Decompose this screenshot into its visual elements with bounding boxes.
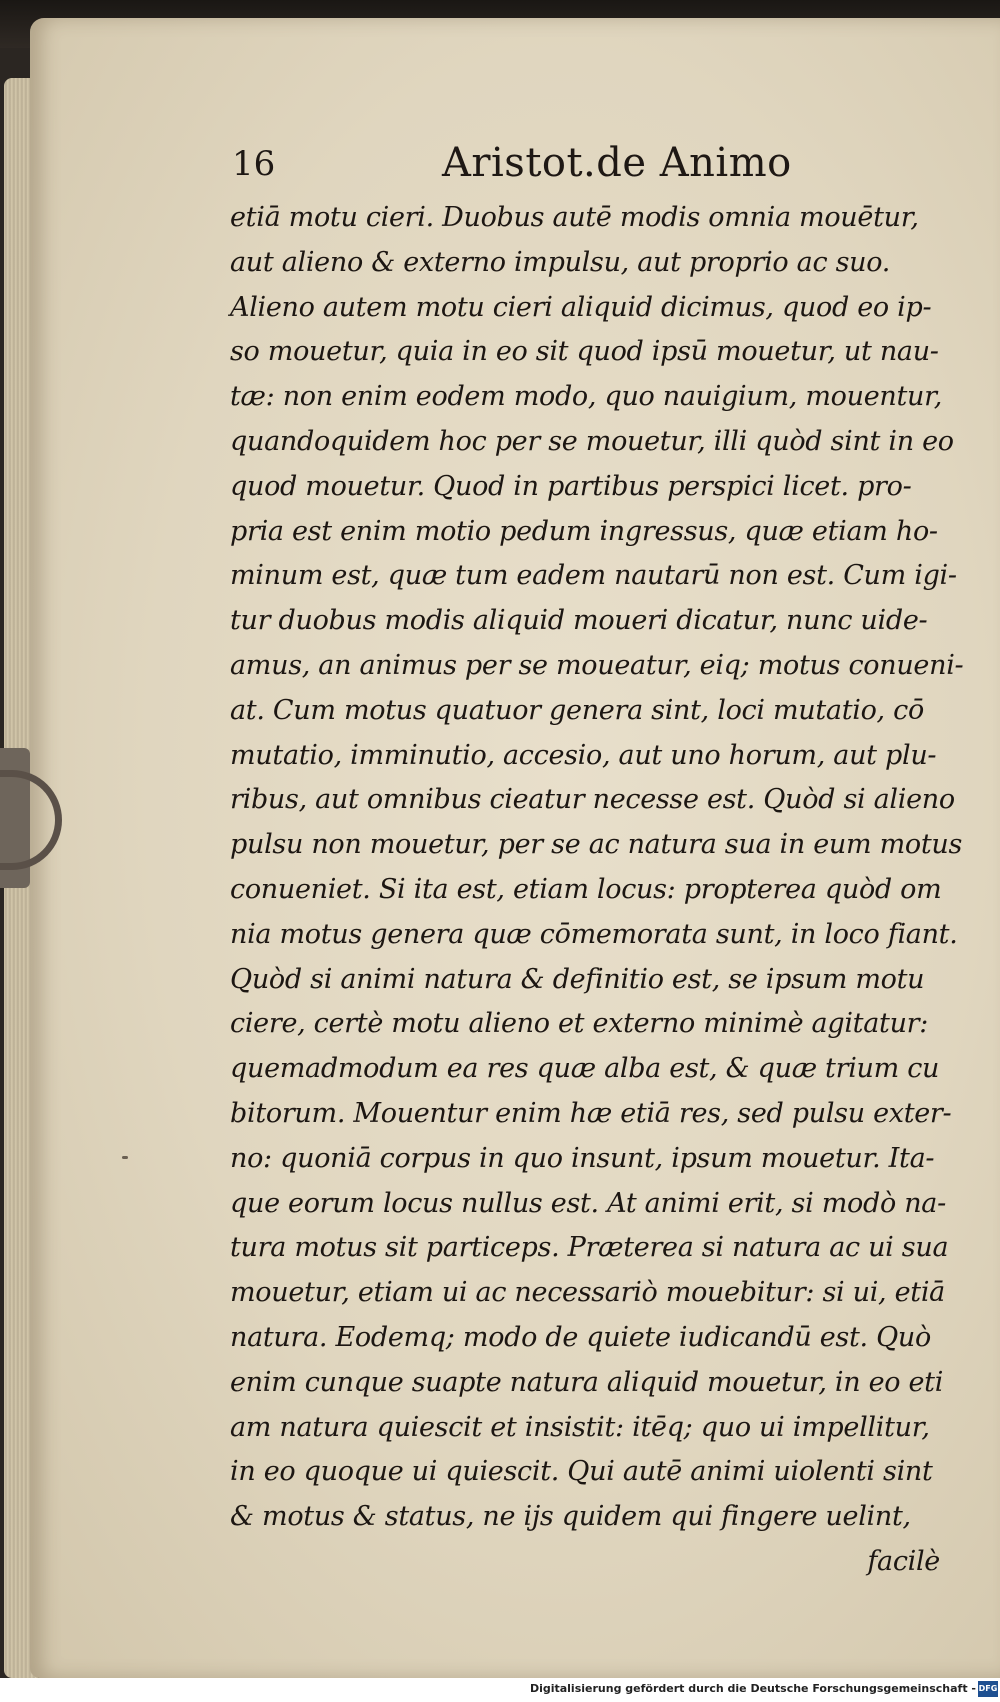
text-line: pria est enim motio pedum ingressus, quæ etiam ho- bbox=[230, 515, 938, 547]
body-text bbox=[230, 196, 964, 1585]
running-head: Aristot.de Animo bbox=[442, 140, 792, 186]
text-line: conueniet. Si ita est, etiam locus: propterea quòd om bbox=[230, 873, 942, 905]
page-number: 16 bbox=[232, 144, 276, 184]
text-line: pulsu non mouetur, per se ac natura sua in eum motus bbox=[230, 829, 963, 861]
text-line: mutatio, imminutio, accesio, aut uno horum, aut plu- bbox=[230, 739, 937, 771]
text-line: Quòd si animi natura & definitio est, se ipsum motu bbox=[230, 963, 925, 995]
text-line: minum est, quæ tum eadem nautarū non est. Cum igi- bbox=[230, 560, 957, 592]
text-line: Alieno autem motu cieri aliquid dicimus, quod eo ip- bbox=[230, 291, 932, 323]
text-line: quemadmodum ea res quæ alba est, & quæ trium cu bbox=[230, 1053, 940, 1085]
text-line: ribus, aut omnibus cieatur necesse est. Quòd si alieno bbox=[230, 784, 955, 816]
text-line: que eorum locus nullus est. At animi erit, si modò na- bbox=[230, 1187, 946, 1219]
text-line: ciere, certè motu alieno et externo minimè agitatur: bbox=[230, 1008, 929, 1040]
footer-bar bbox=[0, 1678, 1000, 1702]
text-line: natura. Eodemq; modo de quiete iudicandū est. Quò bbox=[230, 1321, 931, 1353]
text-line: quandoquidem hoc per se mouetur, illi quòd sint in eo bbox=[230, 425, 954, 457]
text-line: so mouetur, quia in eo sit quod ipsū mouetur, ut nau- bbox=[230, 336, 939, 368]
text-line: bitorum. Mouentur enim hæ etiā res, sed pulsu exter- bbox=[230, 1097, 952, 1129]
dfg-logo-icon: DFG bbox=[978, 1681, 998, 1697]
text-line: mouetur, etiam ui ac necessariò mouebitur: si ui, etiā bbox=[230, 1277, 945, 1309]
text-line: at. Cum motus quatuor genera sint, loci mutatio, cō bbox=[230, 694, 924, 726]
text-line: am natura quiescit et insistit: itēq; quo ui impellitur, bbox=[230, 1411, 930, 1443]
text-line: enim cunque suapte natura aliquid mouetur, in eo eti bbox=[230, 1366, 944, 1398]
text-line: aut alieno & externo impulsu, aut proprio ac suo. bbox=[230, 246, 890, 278]
digitization-credit: Digitalisierung gefördert durch die Deutsche Forschungsgemeinschaft - bbox=[529, 1682, 976, 1695]
text-line: in eo quoque ui quiescit. Qui autē animi uiolenti sint bbox=[230, 1456, 933, 1488]
ink-speck bbox=[122, 1156, 128, 1159]
text-line: quod mouetur. Quod in partibus perspici licet. pro- bbox=[230, 470, 912, 502]
text-line: amus, an animus per se moueatur, eiq; motus conueni- bbox=[230, 649, 964, 681]
page-header bbox=[232, 140, 952, 190]
text-line: tura motus sit particeps. Præterea si natura ac ui sua bbox=[230, 1232, 949, 1264]
text-line: tur duobus modis aliquid moueri dicatur, nunc uide- bbox=[230, 605, 928, 637]
text-line: & motus & status, ne ijs quidem qui fingere uelint, bbox=[230, 1501, 911, 1533]
text-line: etiā motu cieri. Duobus autē modis omnia mouētur, bbox=[230, 202, 919, 233]
text-line: tæ: non enim eodem modo, quo nauigium, mouentur, bbox=[230, 381, 943, 413]
text-line: no: quoniā corpus in quo insunt, ipsum mouetur. Ita- bbox=[230, 1142, 935, 1174]
text-line: nia motus genera quæ cōmemorata sunt, in loco fiant. bbox=[230, 918, 958, 950]
catchword: facilè bbox=[867, 1545, 940, 1577]
